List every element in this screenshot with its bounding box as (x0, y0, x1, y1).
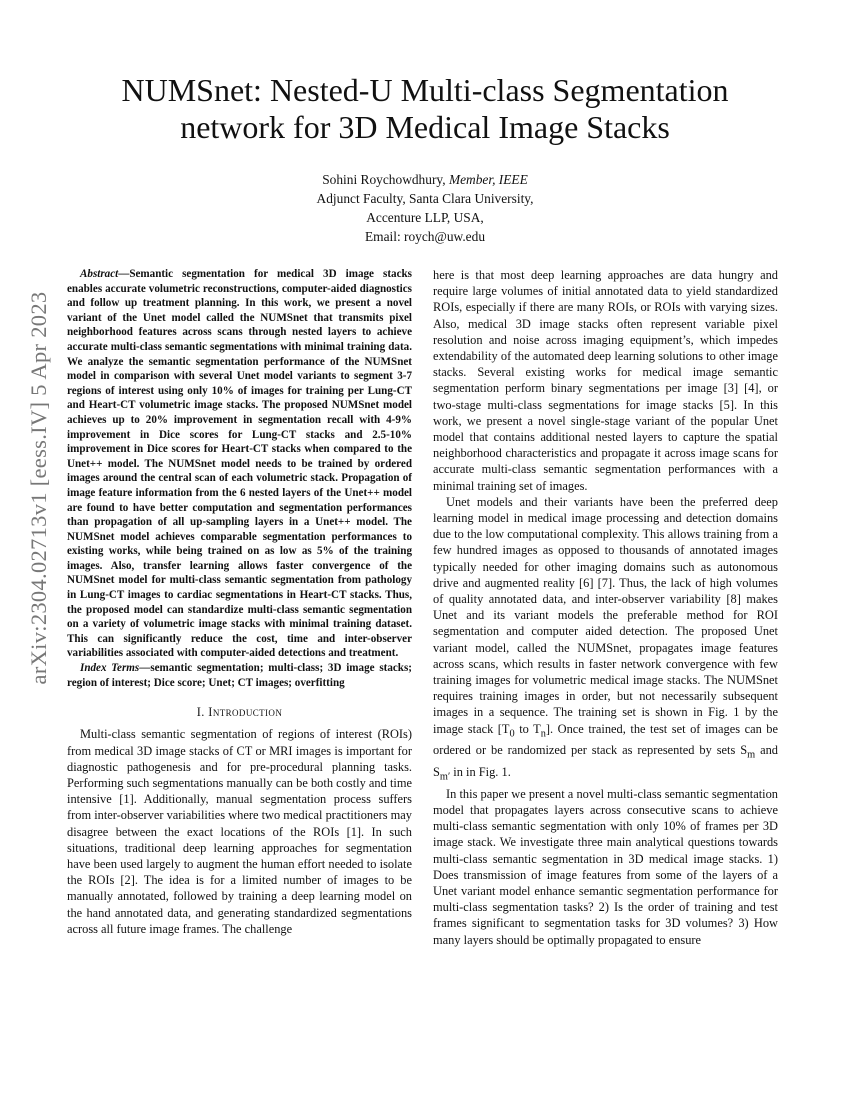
author-email: Email: roych@uw.edu (364, 229, 486, 244)
intro-p2-text: Unet models and their variants have been the preferred deep learning model in medical image processing and detection domains due to the low computational complexity. This allows training from a few hundred images as opposed to thousands of annotated images typically needed for other imaging domains such as autonomous drive and augmented reality [6] [7]. Thus, the lack of high volumes of quality annotated data, and inter-observer variability [8] makes Unet and its variant models the preferable method for ROI segmentation and computer aided detection. The proposed Unet variant model, called the NUMSnet, propagates image features across scans, which results in faster network convergence with few training images for volumetric medical image stacks. The NUMSnet requires training images in order, but not necessarily subsequent images in a sequence. The training set is shown in Fig. 1 by the image stack [T (433, 494, 778, 736)
section-numeral: I. (196, 705, 209, 720)
abstract (67, 267, 412, 661)
paper-title: NUMSnet: Nested-U Multi-class Segmentation network for 3D Medical Image Stacks (121, 72, 729, 145)
intro-p2-end: in in Fig. 1. (450, 765, 511, 780)
left-column (67, 267, 412, 937)
index-terms-lead: Index Terms (80, 662, 140, 675)
author-block (225, 170, 625, 246)
affiliation-1: Adjunct Faculty, Santa Clara University, (316, 191, 534, 206)
intro-paragraph-1: Multi-class semantic segmentation of regions of interest (ROIs) from medical 3D image stacks of CT or MRI images is important for diagnostic pathogenesis and for pre-procedural planning tasks. Performing such segmentations manually can be both costly and time intensive [1]. Additionally, manual segmentation process suffers from inter-observer variabilities where two medical practitioners may disagree between the exact locations of the ROIs [1]. In such situations, traditional deep learning approaches for segmentation have been used largely to augment the human effort needed to isolate the ROIs [2]. The idea is for a limited number of images to be manually annotated, followed by training a deep learning model on the hand annotated data, and generating standardized segmentations across all future image frames. The challenge (67, 727, 412, 936)
math-sub-t0: 0 (509, 728, 515, 740)
section-heading-introduction (67, 704, 412, 720)
math-sub-sm: m (747, 749, 756, 761)
right-column (433, 267, 778, 948)
abstract-lead: Abstract (80, 268, 119, 280)
author-line (225, 170, 625, 189)
math-sub-tn: n (540, 728, 546, 740)
intro-paragraph-2 (433, 494, 778, 786)
author-name: Sohini Roychowdhury, (322, 172, 446, 187)
index-terms-text: —semantic segmentation; multi-class; 3D image stacks; region of interest; Dice score; Unet; CT images; overfitting (67, 662, 412, 689)
arxiv-identifier-text: arXiv:2304.02713v1 [eess.IV] 5 Apr 2023 (26, 291, 51, 684)
section-title: Introduction (208, 705, 283, 720)
intro-p2-and: and S (433, 743, 778, 780)
arxiv-identifier (14, 291, 64, 684)
intro-paragraph-3: In this paper we present a novel multi-class semantic segmentation model that propagates layers across consecutive scans to achieve multi-class semantic segmentation with only 10% of frames per 3D image stack. We investigate three main analytical questions towards multi-class semantic segmentation in 3D medical image stacks. 1) Does transmission of image features from some of the layers of a Unet variant model enhance semantic segmentation performance for multi-class segmentation tasks? 2) Is the order of training and test frames significant to segmentation tasks for 3D volumes? 3) How many layers should be optimally propagated to ensure (433, 786, 778, 947)
abstract-text: —Semantic segmentation for medical 3D image stacks enables accurate volumetric reconstructions, computer-aided diagnostics and follow up treatment planning. In this work, we present a novel variant of the Unet model called the NUMSnet that transmits pixel neighborhood features across scans through nested layers to achieve accurate multi-class semantic segmentations with minimal training data. We analyze the semantic segmentation performance of the NUMSnet model in comparison with several Unet model variants to segment 3-7 regions of interest using only 10% of images for training per Lung-CT and Heart-CT volumetric image stacks. The proposed NUMSnet model achieves up to 20% improvement in segmentation recall with 4-9% improvement in Dice scores for Lung-CT stacks and 2.5-10% improvement in Dice scores for Heart-CT stacks when compared to the Unet++ model. The NUMSnet model needs to be trained by ordered images around the central scan of each volumetric stack. Propagation of image feature information from the 6 nested layers of the Unet++ model are found to have better computation and segmentation performances than propagation of all up-sampling layers in a Unet++ model. The NUMSnet model achieves comparable segmentation performances to existing works, while being trained on as low as 5% of the training images. Also, transfer learning allows faster convergence of the NUMSnet model for multi-class semantic segmentation from pathology in Lung-CT images to cardiac segmentations in Heart-CT stacks. Thus, the proposed model can standardize multi-class semantic segmentation on a variety of volumetric image stacks with minimal training dataset. This can significantly reduce the cost, time and inter-observer variabilities associated with computer-aided detections and treatment. (67, 268, 412, 660)
intro-paragraph-1-continued: here is that most deep learning approaches are data hungry and require large volumes of initial annotated data to yield standardized ROIs, especially if there are many ROIs, or ROIs with varying sizes. Also, medical 3D image stacks often represent variable pixel resolution and noise across imaging equipment’s, which impedes extendability of the automated deep learning solutions to other image stacks. Several existing works for medical image semantic segmentation perform binary segmentations per image [3] [4], or two-stage multi-class segmentations for image stacks [5]. In this work, we present a novel single-stage variant of the popular Unet model that contains additional nested layers to capture the spatial neighborhood characteristics and propagate it across image scans for accurate multi-class semantic segmentation performances with a minimal training set of images. (433, 268, 778, 493)
intro-p2-after: ]. Once trained, the test set of images can be ordered or be randomized per stack as represented by sets S (433, 721, 778, 758)
affiliation-2: Accenture LLP, USA, (366, 210, 484, 225)
math-sub-smprime: m′ (439, 771, 451, 783)
index-terms (67, 661, 412, 690)
intro-p2-to: to T (514, 721, 541, 736)
author-role: Member, IEEE (448, 172, 528, 187)
